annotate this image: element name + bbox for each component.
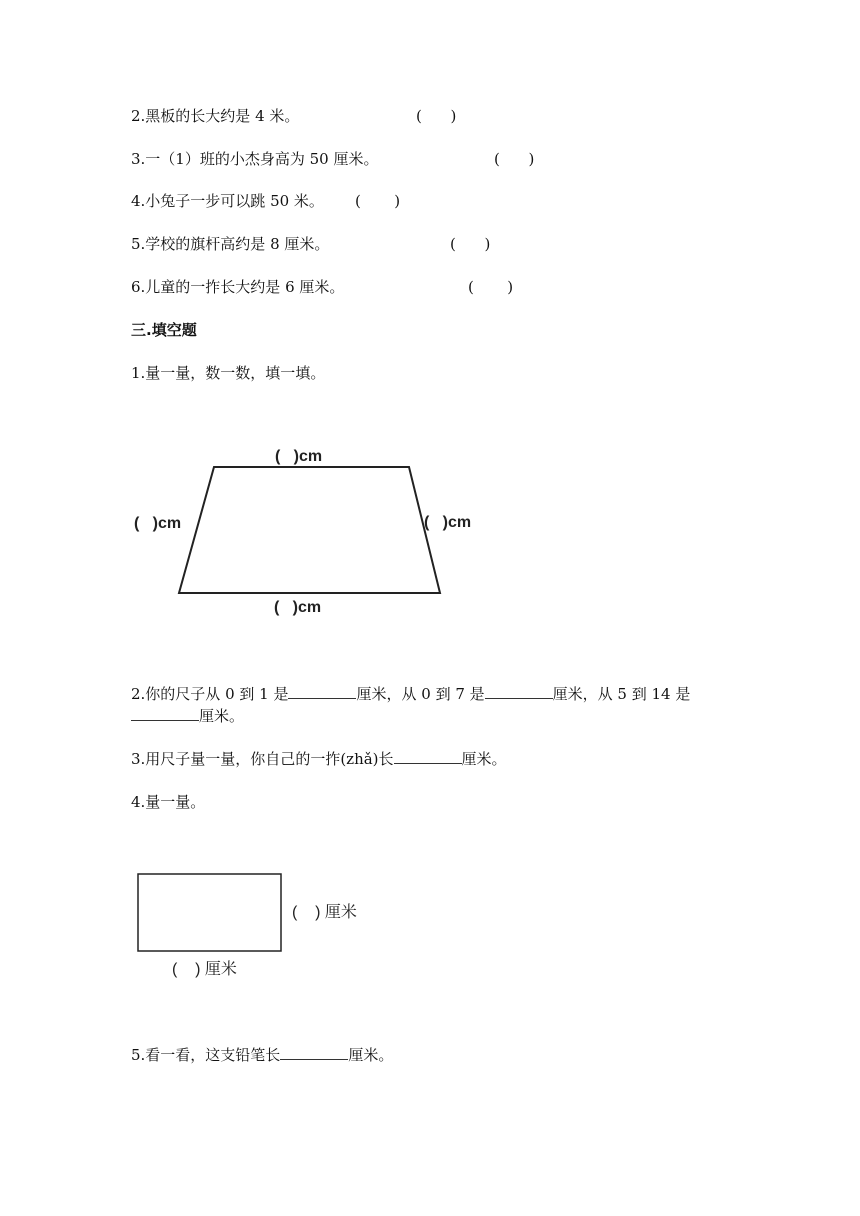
answer-paren-6[interactable]: ( ) bbox=[468, 278, 514, 296]
trapezoid-shape bbox=[179, 467, 440, 593]
answer-paren-5[interactable]: ( ) bbox=[450, 235, 491, 253]
answer-blank[interactable] bbox=[394, 749, 462, 764]
fill-item-4: 4.量一量。 bbox=[131, 793, 206, 811]
judge-item-4: 4.小兔子一步可以跳 50 米。 bbox=[131, 192, 324, 210]
fill-item-5 bbox=[131, 1045, 393, 1065]
judge-item-6: 6.儿童的一拃长大约是 6 厘米。 bbox=[131, 278, 345, 296]
fill-item-1: 1.量一量，数一数，填一填。 bbox=[131, 364, 326, 382]
trapezoid-left-label[interactable]: ( )cm bbox=[134, 515, 182, 532]
fill-item-2-part-1: 2.你的尺子从 0 到 1 是 bbox=[131, 685, 289, 703]
answer-blank[interactable] bbox=[485, 684, 553, 699]
fill-item-2-part-3: 厘米，从 5 到 14 是 bbox=[552, 685, 691, 703]
answer-paren-3[interactable]: ( ) bbox=[494, 150, 535, 168]
answer-blank[interactable] bbox=[131, 706, 199, 721]
fill-item-5-part-2: 厘米。 bbox=[348, 1046, 394, 1064]
answer-blank[interactable] bbox=[288, 684, 356, 699]
rectangle-right-label[interactable]: ( ) 厘米 bbox=[292, 904, 357, 921]
answer-paren-2[interactable]: ( ) bbox=[416, 107, 457, 125]
fill-item-2-cont bbox=[131, 706, 244, 726]
judge-item-5: 5.学校的旗杆高约是 8 厘米。 bbox=[131, 235, 330, 253]
fill-item-3-part-1: 3.用尺子量一量，你自己的一拃(zhǎ)长 bbox=[131, 750, 394, 768]
fill-item-5-part-1: 5.看一看，这支铅笔长 bbox=[131, 1046, 281, 1064]
fill-item-2 bbox=[131, 684, 690, 704]
section-title: 三.填空题 bbox=[131, 321, 197, 339]
rectangle-shape bbox=[138, 874, 281, 951]
trapezoid-right-label[interactable]: ( )cm bbox=[424, 514, 472, 531]
fill-item-3-part-2: 厘米。 bbox=[461, 750, 507, 768]
trapezoid-bottom-label[interactable]: ( )cm bbox=[274, 599, 322, 616]
judge-item-2: 2.黑板的长大约是 4 米。 bbox=[131, 107, 300, 125]
fill-item-2-part-2: 厘米，从 0 到 7 是 bbox=[356, 685, 485, 703]
answer-blank[interactable] bbox=[280, 1045, 348, 1060]
trapezoid-top-label[interactable]: ( )cm bbox=[275, 448, 323, 465]
rectangle-bottom-label[interactable]: ( ) 厘米 bbox=[172, 961, 237, 978]
fill-item-3 bbox=[131, 749, 507, 769]
fill-item-2-part-4: 厘米。 bbox=[199, 707, 245, 725]
judge-item-3: 3.一（1）班的小杰身高为 50 厘米。 bbox=[131, 150, 379, 168]
answer-paren-4[interactable]: ( ) bbox=[355, 192, 401, 210]
